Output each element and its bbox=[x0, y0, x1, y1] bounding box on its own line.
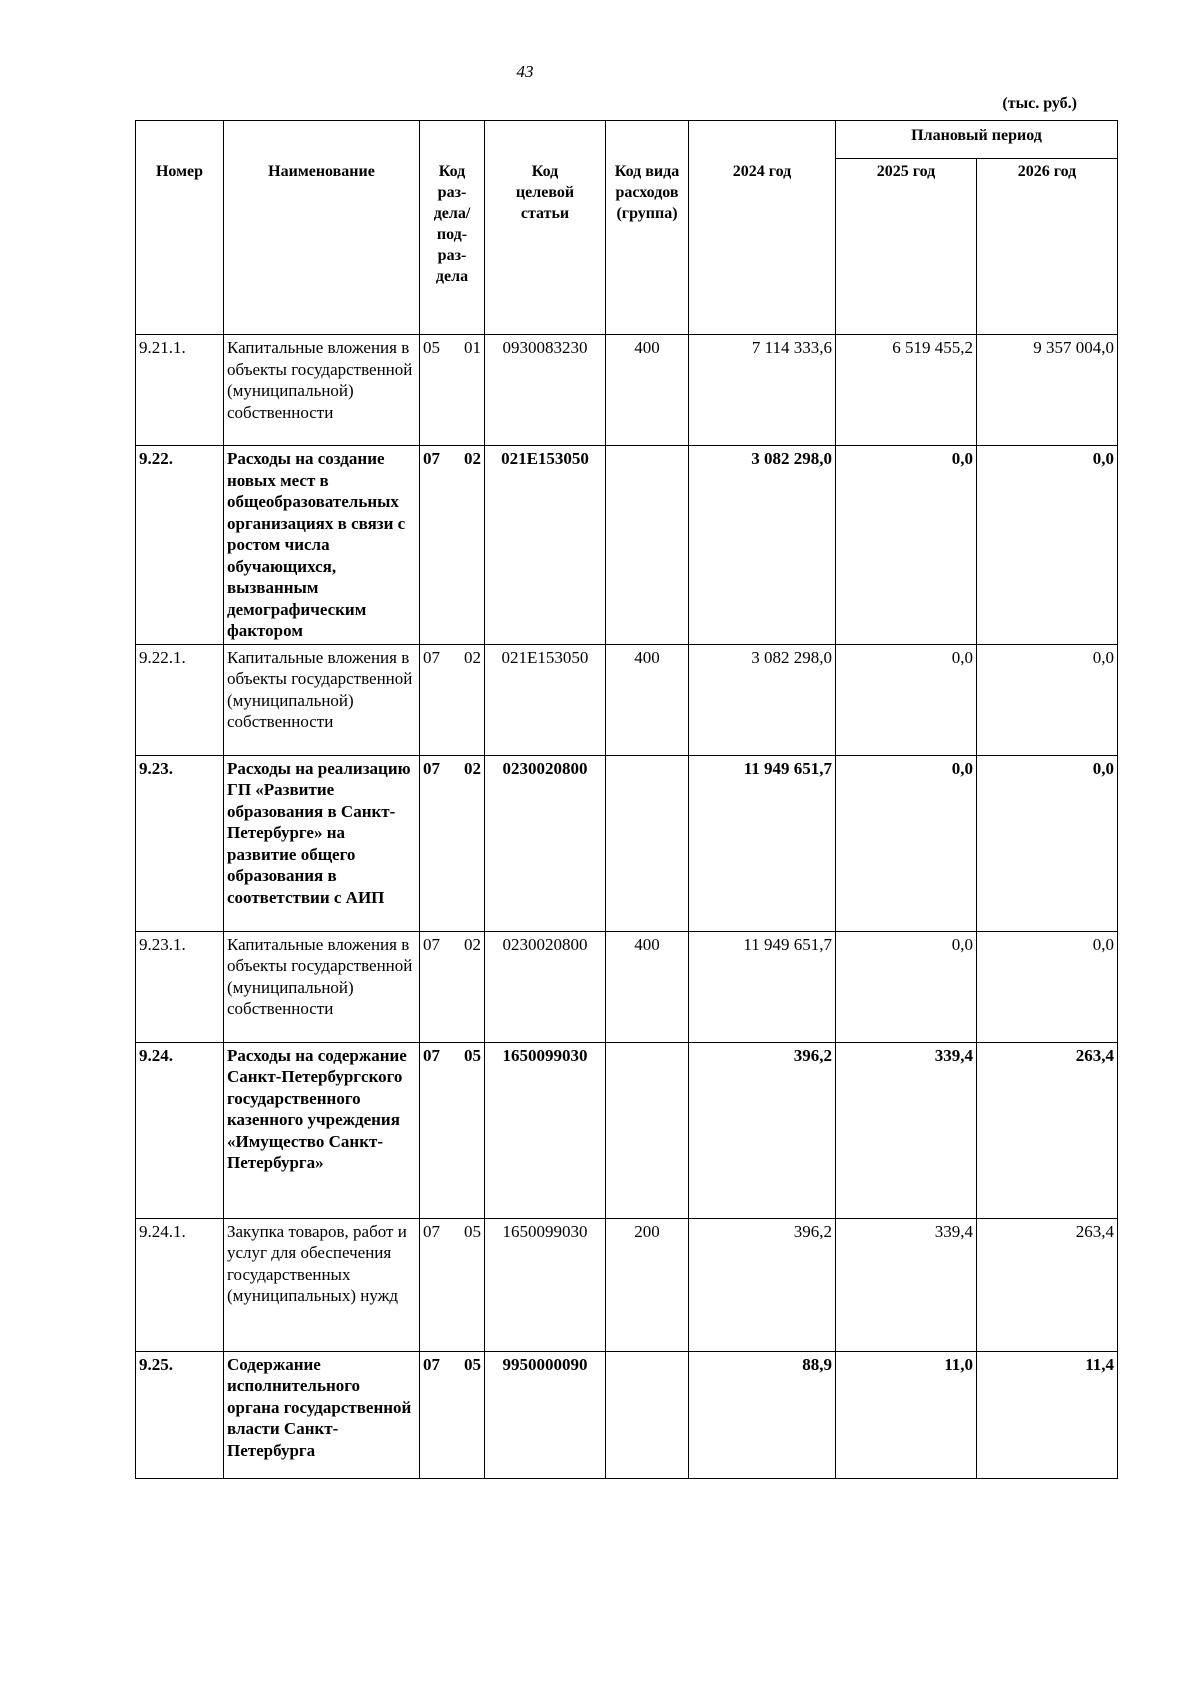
row-expense-type: 400 bbox=[606, 931, 689, 1042]
table-row bbox=[136, 931, 1118, 1042]
row-amount-2026: 263,4 bbox=[977, 1042, 1118, 1218]
row-target-code: 021E153050 bbox=[485, 446, 606, 645]
row-target-code: 1650099030 bbox=[485, 1218, 606, 1351]
table-row bbox=[136, 644, 1118, 755]
row-expense-type: 200 bbox=[606, 1218, 689, 1351]
section-code: 07 bbox=[423, 1221, 440, 1241]
row-amount-2025: 339,4 bbox=[836, 1042, 977, 1218]
budget-table bbox=[135, 120, 1118, 1479]
table-row bbox=[136, 755, 1118, 931]
table-body bbox=[136, 335, 1118, 1479]
row-section-code bbox=[420, 335, 485, 446]
table-row bbox=[136, 446, 1118, 645]
row-name: Капитальные вложения в объекты государственной (муниципальной) собственности bbox=[224, 644, 420, 755]
row-number: 9.24. bbox=[136, 1042, 224, 1218]
row-amount-2024: 88,9 bbox=[689, 1351, 836, 1478]
subsection-code: 05 bbox=[464, 1354, 481, 1374]
row-amount-2024: 11 949 651,7 bbox=[689, 931, 836, 1042]
row-section-code bbox=[420, 1218, 485, 1351]
table-row bbox=[136, 1351, 1118, 1478]
row-expense-type bbox=[606, 755, 689, 931]
section-code: 07 bbox=[423, 1354, 440, 1374]
row-expense-type: 400 bbox=[606, 644, 689, 755]
row-name: Расходы на содержание Санкт-Петербургского государственного казенного учреждения «Имущество Санкт-Петербурга» bbox=[224, 1042, 420, 1218]
row-amount-2024: 7 114 333,6 bbox=[689, 335, 836, 446]
row-amount-2025: 6 519 455,2 bbox=[836, 335, 977, 446]
row-section-code bbox=[420, 1042, 485, 1218]
row-section-code bbox=[420, 446, 485, 645]
header-2025: 2025 год bbox=[836, 159, 977, 335]
row-amount-2025: 0,0 bbox=[836, 446, 977, 645]
row-section-code bbox=[420, 644, 485, 755]
section-code: 07 bbox=[423, 758, 440, 778]
row-expense-type bbox=[606, 1351, 689, 1478]
row-number: 9.24.1. bbox=[136, 1218, 224, 1351]
subsection-code: 02 bbox=[464, 647, 481, 667]
header-name: Наименование bbox=[224, 121, 420, 335]
row-target-code: 0230020800 bbox=[485, 755, 606, 931]
row-target-code: 0930083230 bbox=[485, 335, 606, 446]
row-number: 9.23.1. bbox=[136, 931, 224, 1042]
row-name: Капитальные вложения в объекты государственной (муниципальной) собственности bbox=[224, 335, 420, 446]
table-row bbox=[136, 1218, 1118, 1351]
row-amount-2025: 339,4 bbox=[836, 1218, 977, 1351]
row-section-code bbox=[420, 931, 485, 1042]
row-target-code: 1650099030 bbox=[485, 1042, 606, 1218]
row-amount-2026: 0,0 bbox=[977, 755, 1118, 931]
row-amount-2025: 0,0 bbox=[836, 931, 977, 1042]
header-planned-period: Плановый период bbox=[836, 121, 1118, 159]
subsection-code: 05 bbox=[464, 1045, 481, 1065]
row-number: 9.22. bbox=[136, 446, 224, 645]
subsection-code: 02 bbox=[464, 758, 481, 778]
section-code: 07 bbox=[423, 449, 440, 468]
row-number: 9.23. bbox=[136, 755, 224, 931]
header-section-code-text: Код раз-дела/ под-раз-дела bbox=[433, 163, 471, 285]
row-number: 9.21.1. bbox=[136, 335, 224, 446]
page-number: 43 bbox=[516, 62, 534, 81]
table-row bbox=[136, 1042, 1118, 1218]
row-amount-2024: 396,2 bbox=[689, 1218, 836, 1351]
section-code: 07 bbox=[423, 934, 440, 954]
row-amount-2024: 3 082 298,0 bbox=[689, 644, 836, 755]
row-amount-2025: 11,0 bbox=[836, 1351, 977, 1478]
row-number: 9.22.1. bbox=[136, 644, 224, 755]
row-expense-type: 400 bbox=[606, 335, 689, 446]
row-name: Расходы на реализацию ГП «Развитие образования в Санкт-Петербурге» на развитие общего образования в соответствии с АИП bbox=[224, 755, 420, 931]
header-2026: 2026 год bbox=[977, 159, 1118, 335]
header-2024: 2024 год bbox=[689, 121, 836, 335]
row-amount-2026: 0,0 bbox=[977, 446, 1118, 645]
section-code: 07 bbox=[423, 1045, 440, 1065]
row-amount-2026: 263,4 bbox=[977, 1218, 1118, 1351]
table-row bbox=[136, 335, 1118, 446]
section-code: 05 bbox=[423, 338, 440, 357]
row-amount-2026: 0,0 bbox=[977, 931, 1118, 1042]
units-label: (тыс. руб.) bbox=[1002, 95, 1077, 112]
subsection-code: 02 bbox=[464, 934, 481, 954]
subsection-code: 01 bbox=[464, 338, 481, 357]
row-amount-2024: 3 082 298,0 bbox=[689, 446, 836, 645]
row-amount-2026: 11,4 bbox=[977, 1351, 1118, 1478]
row-target-code: 021E153050 bbox=[485, 644, 606, 755]
row-amount-2026: 9 357 004,0 bbox=[977, 335, 1118, 446]
row-target-code: 0230020800 bbox=[485, 931, 606, 1042]
header-number: Номер bbox=[136, 121, 224, 335]
row-name: Закупка товаров, работ и услуг для обеспечения государственных (муниципальных) нужд bbox=[224, 1218, 420, 1351]
header-expense-type: Код вида расходов (группа) bbox=[606, 121, 689, 335]
row-section-code bbox=[420, 755, 485, 931]
row-amount-2025: 0,0 bbox=[836, 644, 977, 755]
section-code: 07 bbox=[423, 647, 440, 667]
subsection-code: 05 bbox=[464, 1221, 481, 1241]
row-amount-2024: 396,2 bbox=[689, 1042, 836, 1218]
row-name: Содержание исполнительного органа государственной власти Санкт-Петербурга bbox=[224, 1351, 420, 1478]
row-section-code bbox=[420, 1351, 485, 1478]
row-number: 9.25. bbox=[136, 1351, 224, 1478]
row-amount-2024: 11 949 651,7 bbox=[689, 755, 836, 931]
header-target-code: Код целевой статьи bbox=[485, 121, 606, 335]
row-expense-type bbox=[606, 446, 689, 645]
row-expense-type bbox=[606, 1042, 689, 1218]
header-section-code bbox=[420, 121, 485, 335]
row-amount-2026: 0,0 bbox=[977, 644, 1118, 755]
row-target-code: 9950000090 bbox=[485, 1351, 606, 1478]
row-amount-2025: 0,0 bbox=[836, 755, 977, 931]
subsection-code: 02 bbox=[464, 449, 481, 468]
row-name: Расходы на создание новых мест в общеобразовательных организациях в связи с ростом числа обучающихся, вызванным демографическим фактором bbox=[224, 446, 420, 645]
row-name: Капитальные вложения в объекты государственной (муниципальной) собственности bbox=[224, 931, 420, 1042]
